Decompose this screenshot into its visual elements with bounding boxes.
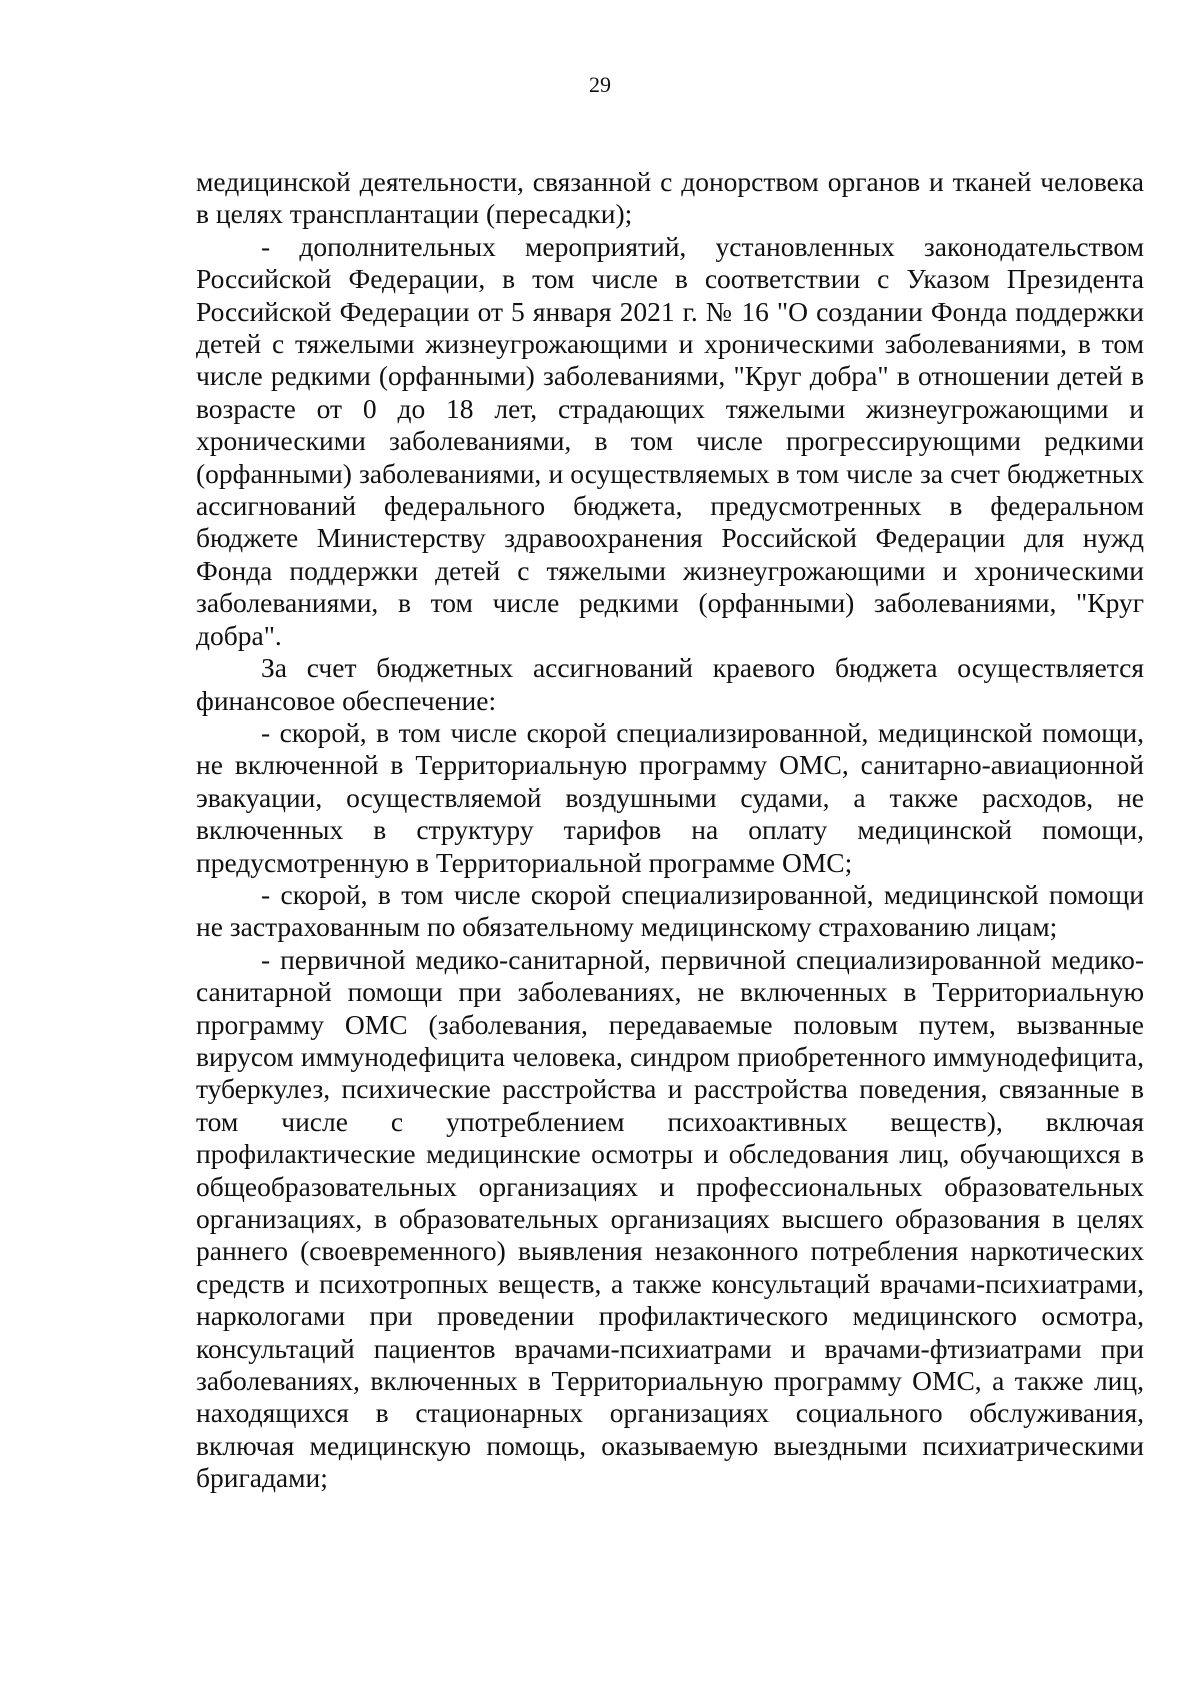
paragraph-continuation: медицинской деятельности, связанной с донорством органов и тканей человека в целях трансплантации (пересадки); <box>196 166 1144 230</box>
paragraph-emergency-care: - скорой, в том числе скорой специализированной, медицинской помощи, не включенной в Территориальную программу ОМС, санитарно-авиационной эвакуации, осуществляемой воздушными судами, а также расходов, не включенных в структуру тарифов на оплату медицинской помощи, предусмотренную в Территориальной программе ОМС; <box>196 716 1144 878</box>
paragraph-primary-care: - первичной медико-санитарной, первичной специализированной медико-санитарной помощи при заболеваниях, не включенных в Территориальную программу ОМС (заболевания, передаваемые половым путем, вызванные вирусом иммунодефицита человека, синдром приобретенного иммунодефицита, туберкулез, психические расстройства и расстройства поведения, связанные в том числе с употреблением психоактивных веществ), включая профилактические медицинские осмотры и обследования лиц, обучающихся в общеобразовательных организациях и профессиональных образовательных организациях, в образовательных организациях высшего образования в целях раннего (своевременного) выявления незаконного потребления наркотических средств и психотропных веществ, а также консультаций врачами-психиатрами, наркологами при проведении профилактического медицинского осмотра, консультаций пациентов врачами-психиатрами и врачами-фтизиатрами при заболеваниях, включенных в Территориальную программу ОМС, а также лиц, находящихся в стационарных организациях социального обслуживания, включая медицинскую помощь, оказываемую выездными психиатрическими бригадами; <box>196 943 1144 1494</box>
paragraph-regional-budget: За счет бюджетных ассигнований краевого бюджета осуществляется финансовое обеспечение: <box>196 652 1144 716</box>
paragraph-additional-measures: - дополнительных мероприятий, установленных законодательством Российской Федерации, в том числе в соответствии с Указом Президента Российской Федерации от 5 января 2021 г. № 16 "О создании Фонда поддержки детей с тяжелыми жизнеугрожающими и хроническими заболеваниями, в том числе редкими (орфанными) заболеваниями, "Круг добра" в отношении детей в возрасте от 0 до 18 лет, страдающих тяжелыми жизнеугрожающими и хроническими заболеваниями, в том числе прогрессирующими редкими (орфанными) заболеваниями, и осуществляемых в том числе за счет бюджетных ассигнований федерального бюджета, предусмотренных в федеральном бюджете Министерству здравоохранения Российской Федерации для нужд Фонда поддержки детей с тяжелыми жизнеугрожающими и хроническими заболеваниями, в том числе редкими (орфанными) заболеваниями, "Круг добра". <box>196 230 1144 651</box>
paragraph-uninsured-emergency-care: - скорой, в том числе скорой специализированной, медицинской помощи не застрахованным по обязательному медицинскому страхованию лицам; <box>196 878 1144 943</box>
document-body <box>196 166 1144 1495</box>
page-number: 29 <box>589 72 611 97</box>
